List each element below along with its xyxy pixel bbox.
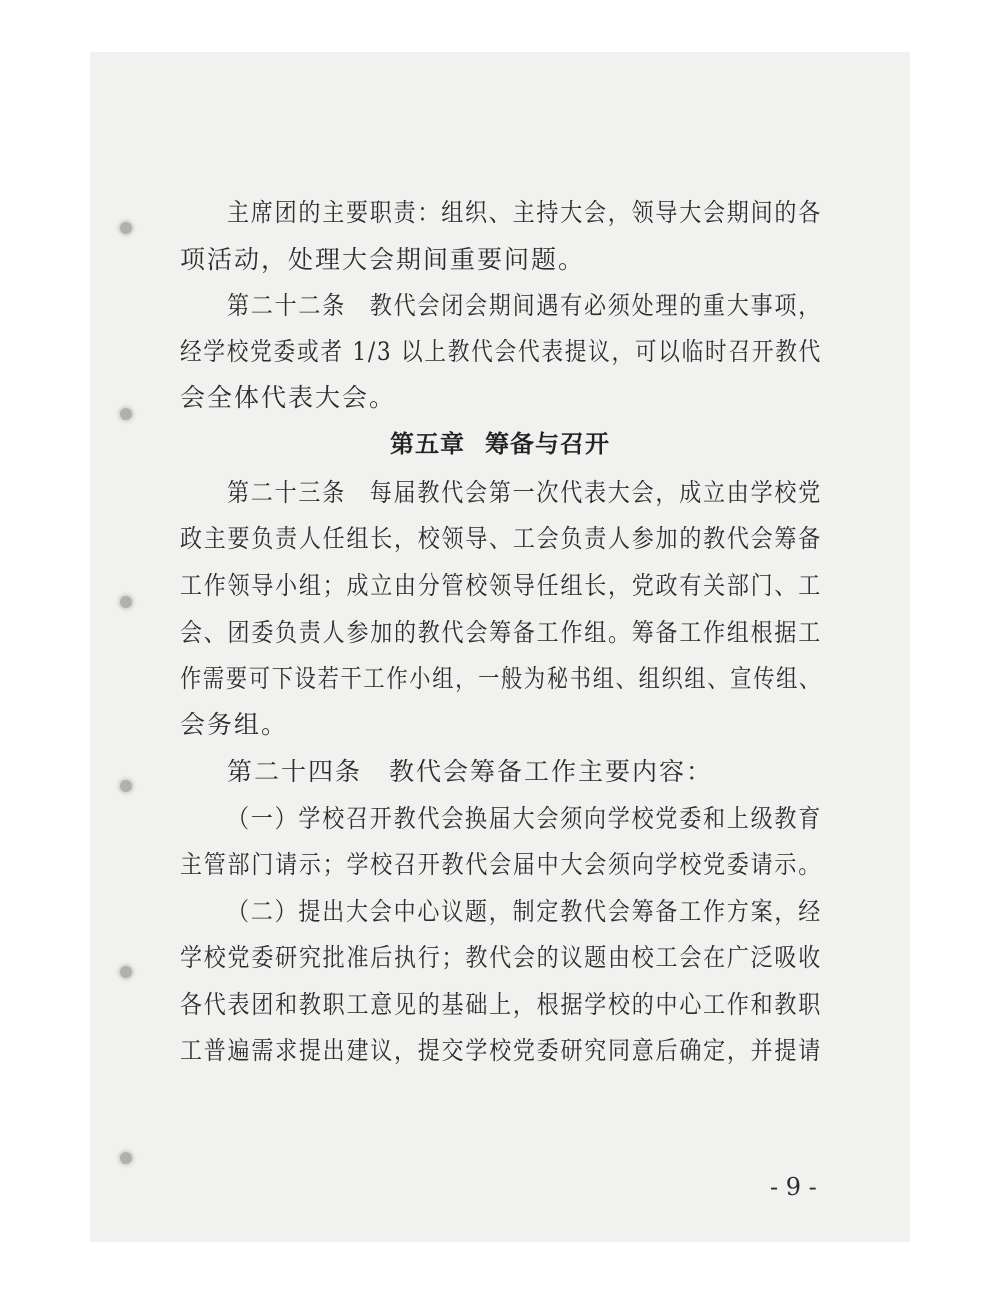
text-line: 政主要负责人任组长，校领导、工会负责人参加的教代会筹备 — [180, 524, 822, 553]
text-line: 第二十三条 每届教代会第一次代表大会，成立由学校党 — [227, 478, 822, 507]
binding-hole-mark — [120, 596, 132, 608]
text-line: 主管部门请示；学校召开教代会届中大会须向学校党委请示。 — [180, 850, 822, 879]
binding-hole-mark — [120, 966, 132, 978]
text-line: 会务组。 — [180, 710, 289, 739]
binding-hole-mark — [120, 222, 132, 234]
text-line: 工普遍需求提出建议，提交学校党委研究同意后确定，并提请 — [180, 1036, 822, 1065]
chapter-title: 筹备与召开 — [485, 430, 610, 458]
text-line: （一）学校召开教代会换届大会须向学校党委和上级教育 — [227, 804, 822, 833]
text-line: （二）提出大会中心议题，制定教代会筹备工作方案，经 — [227, 897, 822, 926]
text-line: 会全体代表大会。 — [180, 383, 397, 412]
text-line: 工作领导小组；成立由分管校领导任组长，党政有关部门、工 — [180, 571, 822, 600]
text-line: 各代表团和教职工意见的基础上，根据学校的中心工作和教职 — [180, 990, 822, 1019]
binding-hole-mark — [120, 780, 132, 792]
binding-hole-mark — [120, 408, 132, 420]
page-number: - 9 - — [770, 1173, 817, 1201]
chapter-number: 第五章 — [390, 430, 465, 458]
chapter-heading — [380, 432, 620, 456]
text-line: 经学校党委或者 1/3 以上教代会代表提议，可以临时召开教代 — [180, 337, 822, 366]
text-line: 会、团委负责人参加的教代会筹备工作组。筹备工作组根据工 — [180, 618, 822, 647]
text-line: 项活动，处理大会期间重要问题。 — [180, 245, 586, 274]
text-line: 学校党委研究批准后执行；教代会的议题由校工会在广泛吸收 — [180, 943, 822, 972]
text-line: 第二十二条 教代会闭会期间遇有必须处理的重大事项， — [227, 291, 822, 320]
text-line: 主席团的主要职责：组织、主持大会，领导大会期间的各 — [227, 198, 822, 227]
binding-hole-mark — [120, 1152, 132, 1164]
text-line: 第二十四条 教代会筹备工作主要内容： — [227, 757, 714, 786]
text-line: 作需要可下设若干工作小组，一般为秘书组、组织组、宣传组、 — [180, 664, 822, 693]
